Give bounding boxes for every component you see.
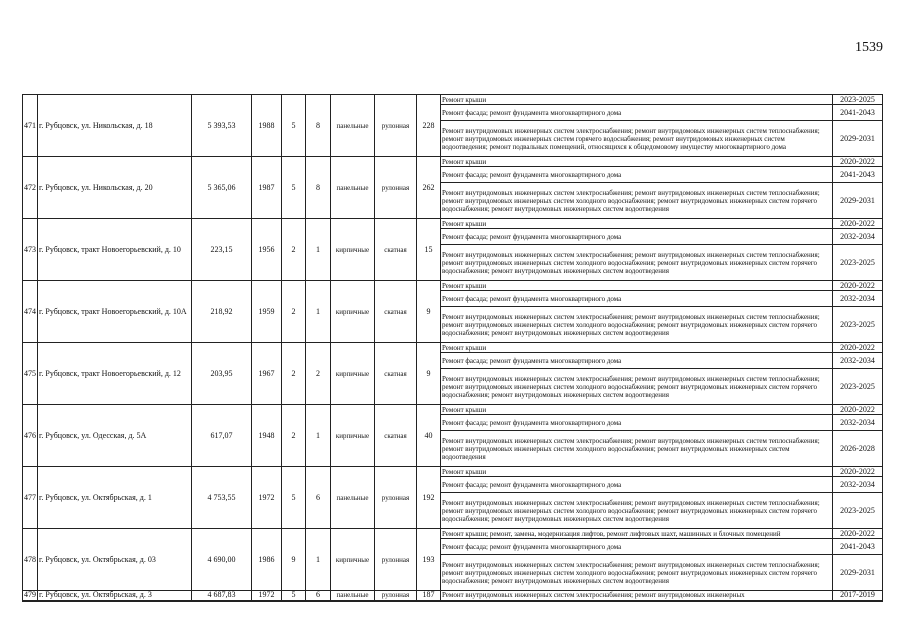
residents-cell: 187 [417,591,441,601]
floors-cell: 5 [282,157,306,219]
work-description-cell: Ремонт крыши [441,157,833,167]
area-cell: 223,15 [192,219,252,281]
table-row [23,529,883,539]
roof-type-cell: скатная [375,281,417,343]
floors-cell: 2 [282,219,306,281]
work-description-cell: Ремонт крыши; ремонт, замена, модернизация лифтов, ремонт лифтовых шахт, машинных и блочных помещений [441,529,833,539]
table-row [23,405,883,415]
row-number-cell: 473 [23,219,38,281]
work-period-cell: 2029-2031 [833,183,883,219]
work-period-cell: 2026-2028 [833,431,883,467]
work-description-cell: Ремонт внутридомовых инженерных систем электроснабжения; ремонт внутридомовых инженерных систем теплоснабжения; ремонт внутридомовых инженерных систем холодного водоснабжения; ремонт внутридомовых инженерных систем горячего водоснабжения; ремонт внутридомовых инженерных систем водоотведения [441,493,833,529]
work-description-cell: Ремонт внутридомовых инженерных систем электроснабжения; ремонт внутридомовых инженерных систем теплоснабжения; ремонт внутридомовых инженерных систем холодного водоснабжения; ремонт внутридомовых инженерных систем горячего водоснабжения; ремонт внутридомовых инженерных систем водоотведения [441,183,833,219]
work-period-cell: 2020-2022 [833,467,883,477]
floors-cell: 2 [282,281,306,343]
year-cell: 1988 [252,95,282,157]
entrances-cell: 1 [306,405,331,467]
entrances-cell: 6 [306,591,331,601]
area-cell: 4 753,55 [192,467,252,529]
wall-material-cell: кирпичные [331,529,375,591]
work-description-cell: Ремонт фасада; ремонт фундамента многоквартирного дома [441,539,833,555]
work-description-cell: Ремонт фасада; ремонт фундамента многоквартирного дома [441,353,833,369]
work-description-cell: Ремонт фасада; ремонт фундамента многоквартирного дома [441,105,833,121]
work-description-cell: Ремонт внутридомовых инженерных систем электроснабжения; ремонт внутридомовых инженерных систем теплоснабжения; ремонт внутридомовых инженерных систем холодного водоснабжения; ремонт внутридомовых инженерных систем горячего водоснабжения; ремонт внутридомовых инженерных систем водоотведения [441,369,833,405]
work-description-cell: Ремонт крыши [441,219,833,229]
year-cell: 1986 [252,529,282,591]
work-description-cell: Ремонт фасада; ремонт фундамента многоквартирного дома [441,229,833,245]
work-period-cell: 2020-2022 [833,219,883,229]
floors-cell: 9 [282,529,306,591]
work-period-cell: 2023-2025 [833,95,883,105]
wall-material-cell: панельные [331,467,375,529]
work-period-cell: 2032-2034 [833,353,883,369]
floors-cell: 5 [282,467,306,529]
work-description-cell: Ремонт крыши [441,467,833,477]
table-row [23,591,883,601]
work-period-cell: 2041-2043 [833,105,883,121]
area-cell: 617,07 [192,405,252,467]
work-description-cell: Ремонт внутридомовых инженерных систем электроснабжения; ремонт внутридомовых инженерных систем теплоснабжения; ремонт внутридомовых инженерных систем холодного водоснабжения; ремонт внутридомовых инженерных систем горячего водоснабжения; ремонт внутридомовых инженерных систем водоотведения [441,245,833,281]
wall-material-cell: панельные [331,591,375,601]
area-cell: 4 687,83 [192,591,252,601]
work-period-cell: 2020-2022 [833,405,883,415]
row-number-cell: 474 [23,281,38,343]
year-cell: 1972 [252,591,282,601]
work-period-cell: 2023-2025 [833,307,883,343]
roof-type-cell: рулонная [375,157,417,219]
area-cell: 4 690,00 [192,529,252,591]
row-number-cell: 477 [23,467,38,529]
table-row [23,281,883,291]
work-description-cell: Ремонт фасада; ремонт фундамента многоквартирного дома [441,477,833,493]
area-cell: 5 365,06 [192,157,252,219]
work-period-cell: 2032-2034 [833,415,883,431]
entrances-cell: 1 [306,529,331,591]
address-cell: г. Рубцовск, ул. Октябрьская, д. 3 [38,591,192,601]
work-description-cell: Ремонт крыши [441,95,833,105]
wall-material-cell: кирпичные [331,281,375,343]
roof-type-cell: скатная [375,343,417,405]
table-row [23,157,883,167]
capital-repair-table [22,94,883,602]
work-period-cell: 2023-2025 [833,369,883,405]
work-description-cell: Ремонт фасада; ремонт фундамента многоквартирного дома [441,167,833,183]
roof-type-cell: скатная [375,219,417,281]
residents-cell: 9 [417,281,441,343]
area-cell: 218,92 [192,281,252,343]
work-period-cell: 2041-2043 [833,167,883,183]
table-row [23,467,883,477]
entrances-cell: 2 [306,343,331,405]
work-description-cell: Ремонт крыши [441,343,833,353]
work-description-cell: Ремонт фасада; ремонт фундамента многоквартирного дома [441,291,833,307]
row-number-cell: 476 [23,405,38,467]
row-number-cell: 472 [23,157,38,219]
year-cell: 1948 [252,405,282,467]
work-period-cell: 2017-2019 [833,591,883,601]
page-number: 1539 [855,40,883,55]
work-description-cell: Ремонт крыши [441,405,833,415]
entrances-cell: 1 [306,219,331,281]
floors-cell: 2 [282,343,306,405]
work-period-cell: 2029-2031 [833,555,883,591]
work-description-cell: Ремонт внутридомовых инженерных систем электроснабжения; ремонт внутридомовых инженерных систем теплоснабжения; ремонт внутридомовых инженерных систем холодного водоснабжения; ремонт внутридомовых инженерных систем горячего водоснабжения; ремонт внутридомовых инженерных систем водоотведения [441,307,833,343]
work-period-cell: 2020-2022 [833,343,883,353]
year-cell: 1956 [252,219,282,281]
floors-cell: 5 [282,95,306,157]
work-period-cell: 2023-2025 [833,493,883,529]
work-period-cell: 2029-2031 [833,121,883,157]
roof-type-cell: рулонная [375,529,417,591]
entrances-cell: 1 [306,281,331,343]
table-row [23,219,883,229]
residents-cell: 192 [417,467,441,529]
address-cell: г. Рубцовск, ул. Одесская, д. 5А [38,405,192,467]
residents-cell: 9 [417,343,441,405]
row-number-cell: 478 [23,529,38,591]
wall-material-cell: кирпичные [331,219,375,281]
residents-cell: 193 [417,529,441,591]
address-cell: г. Рубцовск, ул. Октябрьская, д. 1 [38,467,192,529]
year-cell: 1959 [252,281,282,343]
work-description-cell: Ремонт внутридомовых инженерных систем электроснабжения; ремонт внутридомовых инженерных систем теплоснабжения; ремонт внутридомовых инженерных систем холодного водоснабжения; ремонт внутридомовых инженерных систем горячего водоснабжения; ремонт внутридомовых инженерных систем водоотведения [441,555,833,591]
residents-cell: 40 [417,405,441,467]
address-cell: г. Рубцовск, ул. Никольская, д. 18 [38,95,192,157]
residents-cell: 262 [417,157,441,219]
wall-material-cell: панельные [331,95,375,157]
work-period-cell: 2032-2034 [833,291,883,307]
floors-cell: 2 [282,405,306,467]
work-period-cell: 2020-2022 [833,157,883,167]
work-period-cell: 2032-2034 [833,229,883,245]
roof-type-cell: скатная [375,405,417,467]
wall-material-cell: кирпичные [331,343,375,405]
floors-cell: 5 [282,591,306,601]
year-cell: 1987 [252,157,282,219]
address-cell: г. Рубцовск, ул. Никольская, д. 20 [38,157,192,219]
work-period-cell: 2032-2034 [833,477,883,493]
work-period-cell: 2041-2043 [833,539,883,555]
address-cell: г. Рубцовск, тракт Новоегорьевский, д. 12 [38,343,192,405]
area-cell: 203,95 [192,343,252,405]
roof-type-cell: рулонная [375,467,417,529]
residents-cell: 15 [417,219,441,281]
entrances-cell: 8 [306,95,331,157]
work-description-cell: Ремонт внутридомовых инженерных систем электроснабжения; ремонт внутридомовых инженерных [441,591,833,601]
work-period-cell: 2020-2022 [833,281,883,291]
work-description-cell: Ремонт внутридомовых инженерных систем электроснабжения; ремонт внутридомовых инженерных систем теплоснабжения; ремонт внутридомовых инженерных систем горячего водоснабжения; ремонт внутридомовых инженерных систем водоотведения; ремонт подвальных помещений, относящихся к общедомовому имуществу многоквартирного дома [441,121,833,157]
residents-cell: 228 [417,95,441,157]
work-period-cell: 2023-2025 [833,245,883,281]
table-body [23,95,883,601]
work-description-cell: Ремонт фасада; ремонт фундамента многоквартирного дома [441,415,833,431]
wall-material-cell: кирпичные [331,405,375,467]
area-cell: 5 393,53 [192,95,252,157]
address-cell: г. Рубцовск, тракт Новоегорьевский, д. 10А [38,281,192,343]
row-number-cell: 475 [23,343,38,405]
year-cell: 1972 [252,467,282,529]
address-cell: г. Рубцовск, ул. Октябрьская, д. 03 [38,529,192,591]
entrances-cell: 6 [306,467,331,529]
wall-material-cell: панельные [331,157,375,219]
address-cell: г. Рубцовск, тракт Новоегорьевский, д. 10 [38,219,192,281]
table-row [23,95,883,105]
roof-type-cell: рулонная [375,591,417,601]
row-number-cell: 471 [23,95,38,157]
work-description-cell: Ремонт крыши [441,281,833,291]
table-row [23,343,883,353]
entrances-cell: 8 [306,157,331,219]
work-period-cell: 2020-2022 [833,529,883,539]
work-description-cell: Ремонт внутридомовых инженерных систем электроснабжения; ремонт внутридомовых инженерных систем теплоснабжения; ремонт внутридомовых инженерных систем холодного водоснабжения; ремонт внутридомовых инженерных систем водоотведения [441,431,833,467]
year-cell: 1967 [252,343,282,405]
row-number-cell: 479 [24,590,36,600]
roof-type-cell: рулонная [375,95,417,157]
